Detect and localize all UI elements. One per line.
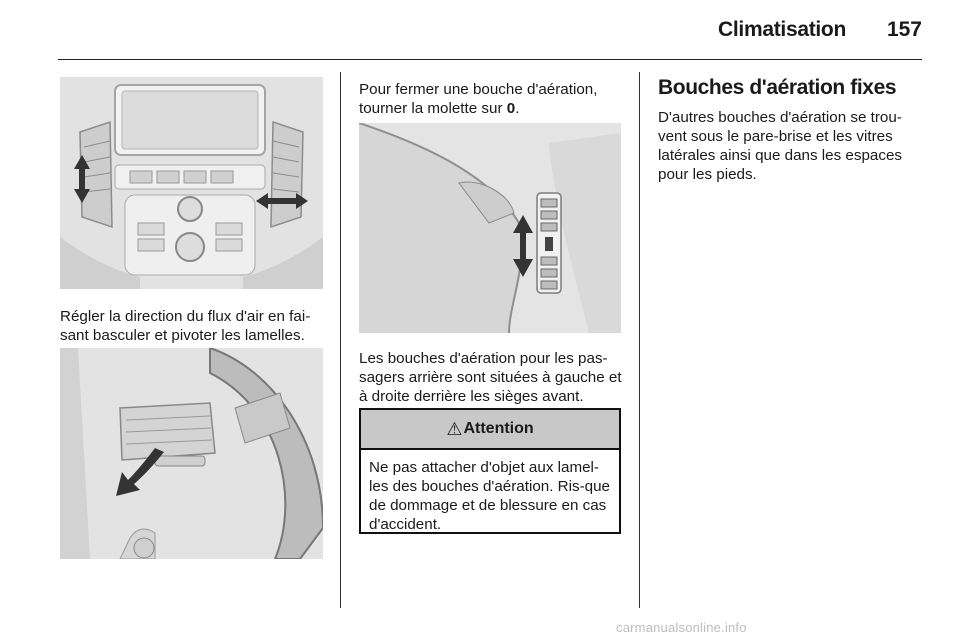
- warning-header: [361, 410, 619, 450]
- footer-watermark: carmanualsonline.info: [616, 620, 747, 635]
- column-divider-left: [340, 72, 341, 608]
- dashboard-vents-illustration: [60, 77, 323, 289]
- paragraph-fixed-vents: D'autres bouches d'aération se trou-vent sous le pare-brise et les vitres latérales ainsi que dans les espaces pour les pieds.: [658, 109, 902, 183]
- chapter-title: Climatisation: [718, 18, 846, 41]
- page-number: 157: [886, 18, 922, 41]
- column-divider-right: [639, 72, 640, 608]
- section-heading: Bouches d'aération fixes: [658, 76, 897, 99]
- close-vent-text: Pour fermer une bouche d'aération, tourner la molette sur: [359, 81, 598, 117]
- vent-thumbwheel-illustration: [359, 123, 621, 333]
- header-divider: [58, 59, 922, 60]
- paragraph-rear-vents: Les bouches d'aération pour les pas-sagers arrière sont situées à gauche et à droite derrière les sièges avant.: [359, 350, 622, 405]
- side-vent-illustration: [60, 348, 323, 559]
- figure-vent-thumbwheel: [359, 123, 621, 333]
- figure-dashboard-vents: [60, 77, 323, 289]
- warning-title: Attention: [463, 420, 534, 437]
- paragraph-close-vent: [359, 80, 629, 118]
- warning-text: Ne pas attacher d'objet aux lamel-les des bouches d'aération. Ris-que de dommage et de blessure en cas d'accident.: [369, 459, 610, 533]
- paragraph-adjust-airflow: Régler la direction du flux d'air en fai-sant basculer et pivoter les lamelles.: [60, 308, 311, 344]
- close-vent-period: .: [515, 100, 520, 117]
- warning-icon: ⚠: [446, 418, 463, 439]
- close-vent-position: 0: [506, 100, 516, 117]
- warning-box: [359, 408, 621, 534]
- figure-side-vent: [60, 348, 323, 559]
